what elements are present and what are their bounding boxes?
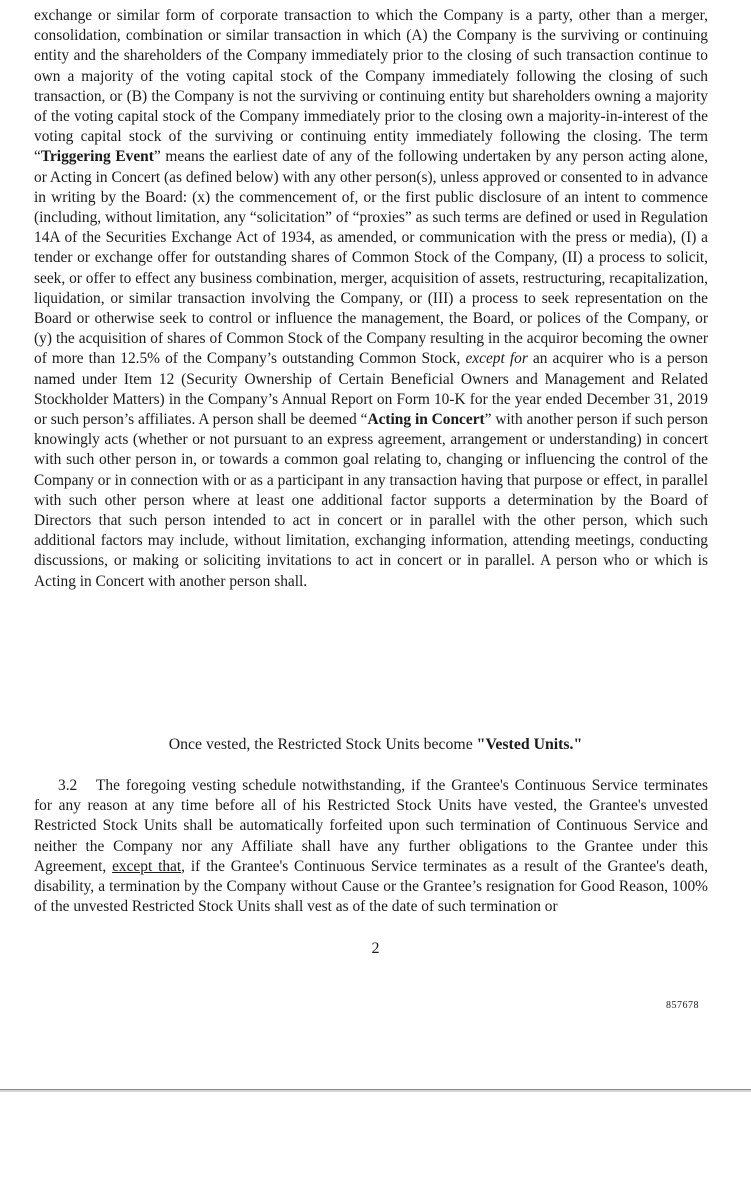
term-triggering-event: Triggering Event (40, 148, 154, 166)
underlined-except-that: except that (112, 857, 182, 875)
section-number: 3.2 (58, 777, 78, 794)
page-edge-shadow (0, 1090, 751, 1092)
document-id: 857678 (666, 1000, 699, 1011)
body-paragraph-definitions (34, 6, 708, 592)
italic-except-for: except for (465, 350, 528, 368)
vested-units-sentence: Once vested, the Restricted Stock Units become "Vested Units." (168, 736, 583, 753)
paragraph-text: exchange or similar form of corporate transaction to which the Company is a party, other than a merger, consolidation, combination or similar transaction in which (A) the Company is the surviving or continuing entity and the shareholders of the Company immediately prior to the closing of such transaction continue to own a majority of the voting capital stock of the Company immediately following the closing of such transaction, or (B) the Company is not the surviving or continuing entity but shareholders owning a majority of the voting capital stock of the Company immediately prior to the closing own a majority-in-interest of the voting capital stock of the surviving or continuing entity immediately following the closing. The term “Triggering Event” means the earliest date of any of the following undertaken by any person acting alone, or Acting in Concert (as defined below) with any other person(s), unless approved or consented to in advance in writing by the Board: (x) the commencement of, or the first public disclosure of an intent to commence (including, without limitation, any “solicitation” of “proxies” as such terms are defined or used in Regulation 14A of the Securities Exchange Act of 1934, as amended, or communication with the press or media), (I) a tender or exchange offer for outstanding shares of Common Stock of the Company, (II) a process to solicit, seek, or offer to effect any business combination, merger, acquisition of assets, restructuring, recapitalization, liquidation, or similar transaction involving the Company, or (III) a process to seek representation on the Board or otherwise seek to control or influence the management, the Board, or polices of the Company, or (y) the acquisition of shares of Common Stock of the Company resulting in the acquiror becoming the owner of more than 12.5% of the Company’s outstanding Common Stock, except for an acquirer who is a person named under Item 12 (Security Ownership of Certain Beneficial Owners and Management and Related Stockholder Matters) in the Company’s Annual Report on Form 10-K for the year ended December 31, 2019 or such person’s affiliates. A person shall be deemed “Acting in Concert” with another person if such person knowingly acts (whether or not pursuant to an express agreement, arrangement or understanding) in concert with such other person in, or towards a common goal relating to, changing or influencing the control of the Company or in connection with or as a participant in any transaction having that purpose or effect, in parallel with such other person where at least one additional factor supports a determination by the Board of Directors that such person intended to act in concert or in parallel with the other person, which such additional factors may include, without limitation, exchanging information, attending meetings, conducting discussions, or making or soliciting invitations to act in concert or in parallel. A person who or which is Acting in Concert with another person shall. (34, 7, 709, 590)
section-3-2-paragraph: 3.2 The foregoing vesting schedule notwithstanding, if the Grantee's Continuous Service terminates for any reason at any time before all of his Restricted Stock Units have vested, the Grantee's unvested Restricted Stock Units shall be automatically forfeited upon such termination of Continuous Service and neither the Company nor any Affiliate shall have any further obligations to the Grantee under this Agreement, except that, if the Grantee's Continuous Service terminates as a result of the Grantee's death, disability, a termination by the Company without Cause or the Grantee’s resignation for Good Reason, 100% of the unvested Restricted Stock Units shall vest as of the date of such termination or (34, 777, 708, 916)
page-number: 2 (371, 940, 380, 957)
term-vested-units: "Vested Units." (476, 736, 583, 753)
term-acting-in-concert: Acting in Concert (367, 411, 485, 429)
